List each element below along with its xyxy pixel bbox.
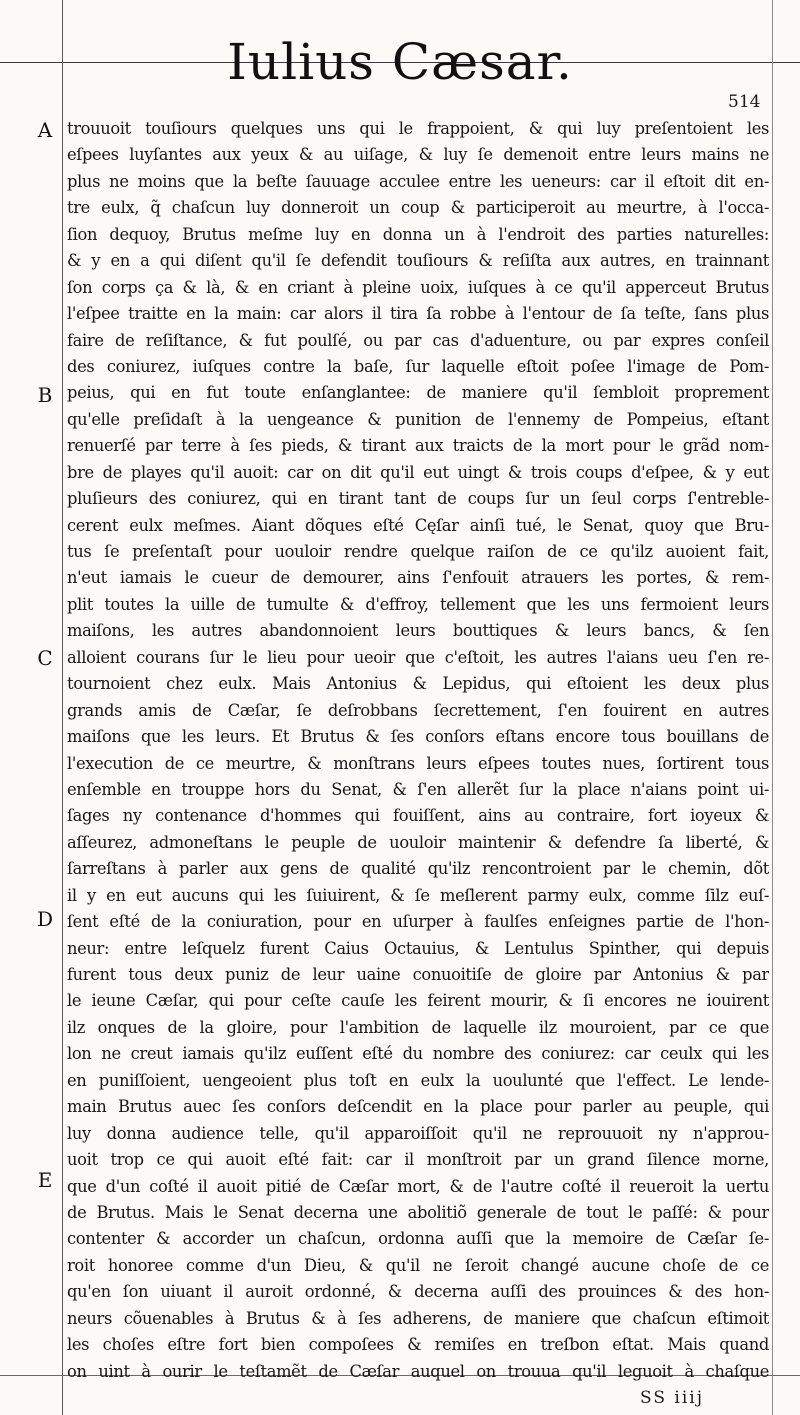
text-line: contenter & accorder un chaſcun, ordonna auſſi que la memoire de Cæſar ſe- bbox=[67, 1229, 769, 1249]
text-line: des coniurez, iuſques contre la baſe, ſur laquelle eſtoit poſee l'image de Pom- bbox=[67, 356, 769, 376]
text-line: en puniſſoient, uengeoient plus toſt en eulx la uoulunté que l'effect. Le lende- bbox=[67, 1070, 769, 1090]
text-line: renuerſé par terre à ſes pieds, & tirant aux traicts de la mort pour le grãd nom- bbox=[67, 436, 769, 456]
text-line: cerent eulx meſmes. Aiant dõques eſté Cęſar ainſi tué, le Senat, quoy que Bru- bbox=[67, 515, 769, 535]
text-line: roit honoree comme d'un Dieu, & qu'il ne ſeroit changé aucune choſe de ce bbox=[67, 1255, 769, 1275]
text-line: ilz onques de la gloire, pour l'ambition de laquelle ilz mouroient, par ce que bbox=[67, 1017, 769, 1037]
text-line: main Brutus auec ſes conſors deſcendit en la place pour parler au peuple, qui bbox=[67, 1097, 769, 1117]
text-line: trouuoit touſiours quelques uns qui le frappoient, & qui luy preſentoient les bbox=[67, 119, 769, 138]
text-line: & y en a qui diſent qu'il ſe defendit touſiours & reſiſta aux autres, en trainnant bbox=[67, 251, 769, 271]
text-line: neur: entre leſquelz furent Caius Octauius, & Lentulus Spinther, qui depuis bbox=[67, 938, 769, 958]
text-line: alloient courans ſur le lieu pour ueoir que c'eſtoit, les autres l'aians ueu ſ'en re- bbox=[67, 647, 769, 667]
margin-letter-e: E bbox=[37, 1168, 53, 1192]
text-line: enſemble en trouppe hors du Senat, & ſ'en allerẽt ſur la place n'aians point ui- bbox=[67, 779, 769, 799]
text-line: on uint à ourir le teſtamẽt de Cæſar auquel on trouua qu'il leguoit à chaſque bbox=[67, 1361, 769, 1381]
text-line: plit toutes la uille de tumulte & d'effroy, tellement que les uns fermoient leurs bbox=[67, 594, 769, 614]
text-line: plus ne moins que la beſte ſauuage acculee entre les ueneurs: car il eſtoit dit en- bbox=[67, 171, 769, 191]
text-line: le ieune Cæſar, qui pour ceſte cauſe les feirent mourir, & ſi encores ne iouirent bbox=[67, 991, 769, 1011]
text-line: bre de playes qu'il auoit: car on dit qu'il eut uingt & trois coups d'eſpee, & y eut bbox=[67, 462, 769, 482]
text-line: faire de reſiſtance, & fut poulſé, ou par cas d'aduenture, ou par expres conſeil bbox=[67, 330, 769, 350]
margin-letter-c: C bbox=[37, 646, 53, 670]
text-line: ſarreſtans à parler aux gens de qualité qu'ilz rencontroient par le chemin, dõt bbox=[67, 859, 769, 879]
text-line: de Brutus. Mais le Senat decerna une abolitiõ generale de tout le paſſé: & pour bbox=[67, 1202, 769, 1222]
text-line: ſent eſté de la coniuration, pour en uſurper à faulſes enſeignes partie de l'hon- bbox=[67, 912, 769, 932]
text-line: luy donna audience telle, qu'il apparoiſſoit qu'il ne reprouuoit ny n'approu- bbox=[67, 1123, 769, 1143]
text-line: peius, qui en fut toute enſanglantee: de maniere qu'il ſembloit proprement bbox=[67, 383, 769, 403]
text-line: lon ne creut iamais qu'ilz euſſent eſté du nombre des coniurez: car ceulx qui les bbox=[67, 1044, 769, 1064]
text-line: ſion dequoy, Brutus meſme luy en donna un à l'endroit des parties naturelles: bbox=[67, 224, 769, 244]
text-line: grands amis de Cæſar, ſe deſrobbans ſecrettement, ſ'en fouirent en autres bbox=[67, 700, 769, 720]
text-line: furent tous deux puniz de leur uaine conuoitiſe de gloire par Antonius & par bbox=[67, 965, 769, 984]
margin-letter-d: D bbox=[36, 907, 54, 931]
left-frame-rule bbox=[62, 0, 63, 1415]
text-line: tus ſe preſentaſt pour uouloir rendre quelque raiſon de ce qu'ilz auoient fait, bbox=[67, 542, 769, 561]
text-line: ſon corps ça & là, & en criant à pleine uoix, iuſques à ce qu'il apperceut Brutus bbox=[67, 277, 769, 297]
text-line: les choſes eſtre fort bien compoſees & remiſes en treſbon eſtat. Mais quand bbox=[67, 1335, 769, 1355]
running-title: Iulius Cæsar. bbox=[227, 33, 573, 91]
text-line: aſſeurez, admoneſtans le peuple de uouloir maintenir & defendre ſa liberté, & bbox=[67, 832, 769, 852]
text-line: pluſieurs des coniurez, qui en tirant tant de coups ſur un ſeul corps ſ'entreble- bbox=[67, 489, 769, 509]
margin-letter-b: B bbox=[37, 383, 53, 407]
text-line: l'eſpee traitte en la main: car alors il tira ſa robbe à l'entour de ſa teſte, ſans plus bbox=[67, 304, 769, 324]
text-line: maiſons, les autres abandonnoient leurs bouttiques & leurs bancs, & ſen bbox=[67, 621, 769, 641]
text-line: eſpees luyſantes aux yeux & au uiſage, & luy ſe demenoit entre leurs mains ne bbox=[67, 145, 769, 165]
right-frame-rule bbox=[772, 0, 773, 1415]
margin-letter-a: A bbox=[37, 118, 53, 142]
page-number: 514 bbox=[728, 92, 761, 112]
text-line: uoit trop ce qui auoit eſté fait: car il monſtroit par un grand ſilence morne, bbox=[67, 1150, 769, 1170]
signature-mark: SS iiij bbox=[640, 1388, 704, 1408]
text-line: neurs cõuenables à Brutus & à ſes adherens, de maniere que chaſcun eſtimoit bbox=[67, 1308, 769, 1328]
text-line: tournoient chez eulx. Mais Antonius & Lepidus, qui eſtoient les deux plus bbox=[67, 674, 769, 694]
text-line: tre eulx, q̃ chaſcun luy donneroit un coup & participeroit au meurtre, à l'occa- bbox=[67, 198, 769, 218]
body-text bbox=[67, 116, 769, 1385]
text-line: qu'elle preſidaſt à la uengeance & punition de l'ennemy de Pompeius, eſtant bbox=[67, 409, 769, 429]
text-line: ſages ny contenance d'hommes qui fouiſſent, ains au contraire, fort ioyeux & bbox=[67, 806, 769, 826]
text-line: qu'en ſon uiuant il auroit ordonné, & decerna auſſi des prouinces & des hon- bbox=[67, 1282, 769, 1302]
text-line: maiſons que les leurs. Et Brutus & ſes conſors eſtans encore tous bouillans de bbox=[67, 727, 769, 747]
text-line: l'execution de ce meurtre, & monſtrans leurs eſpees toutes nues, ſortirent tous bbox=[67, 753, 769, 773]
text-line: que d'un coſté il auoit pitié de Cæſar mort, & de l'autre coſté il reueroit la uertu bbox=[67, 1176, 769, 1196]
text-line: il y en eut aucuns qui les ſuiuirent, & ſe meſlerent parmy eulx, comme ſilz euſ- bbox=[67, 885, 769, 905]
text-line: n'eut iamais le cueur de demourer, ains ſ'enfouit atrauers les portes, & rem- bbox=[67, 568, 769, 588]
